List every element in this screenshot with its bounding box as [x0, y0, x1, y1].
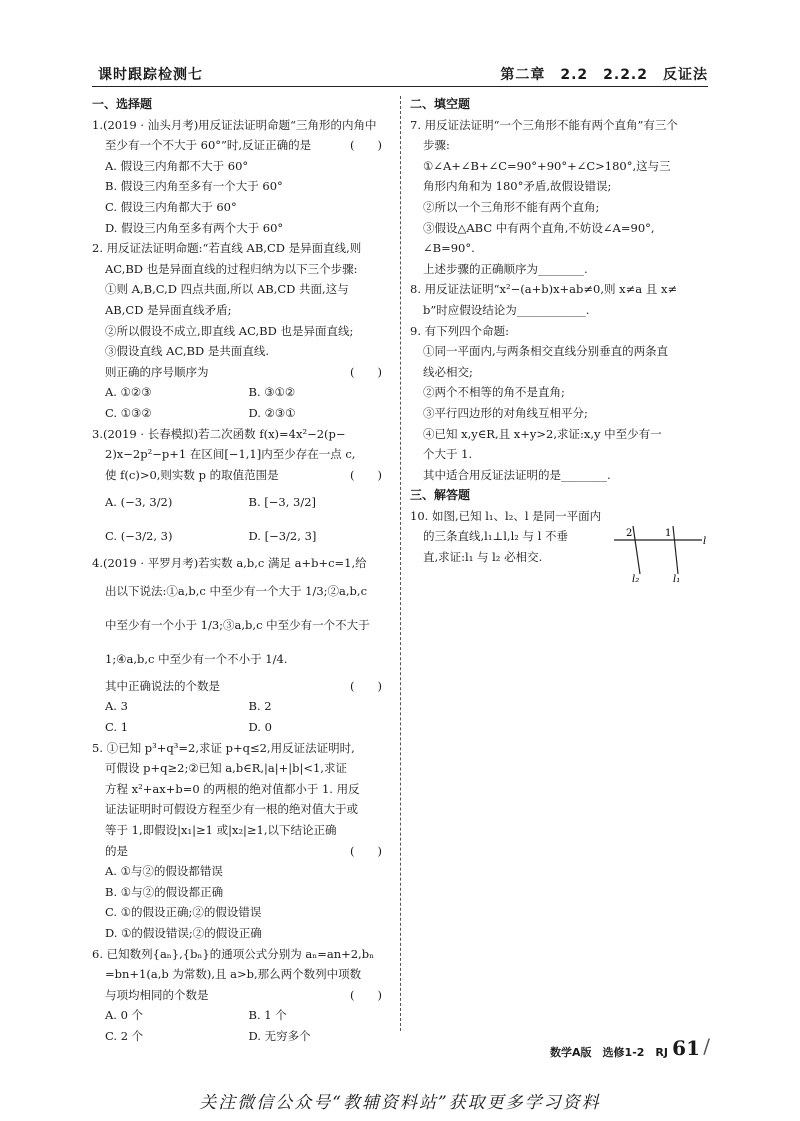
text-line: [92, 156, 392, 177]
line-text: 上述步骤的正确顺序为________.: [423, 261, 588, 276]
bottom-note: 关注微信公众号“教辅资料站”获取更多学习资料: [199, 1093, 601, 1113]
text-line: [92, 574, 392, 608]
text-line: [92, 608, 392, 642]
text-line: [92, 676, 392, 697]
line-text: ④已知 x,y∈R,且 x+y>2,求证:x,y 中至少有一: [423, 426, 662, 441]
header-right: 第二章 2.2 2.2.2 反证法: [500, 67, 708, 83]
text-line: [92, 300, 392, 321]
page-slash: /: [703, 1034, 710, 1058]
line-text: 个大于 1.: [423, 447, 473, 462]
page-number: 61: [672, 1036, 700, 1060]
line-text: 直,求证:l₁ 与 l₂ 必相交.: [423, 550, 543, 565]
text-line: [410, 279, 710, 300]
line-text: 等于 1,即假设|x₁|≥1 或|x₂|≥1,以下结论正确: [105, 823, 337, 838]
text-line: [92, 799, 392, 820]
text-line: [92, 279, 392, 300]
line-text: 8. 用反证法证明“x²−(a+b)x+ab≠0,则 x≠a 且 x≠: [410, 282, 678, 297]
line-text: 1.(2019 · 汕头月考)用反证法证明命题“三角形的内角中: [92, 117, 377, 132]
line-text: 与项均相同的个数是: [105, 987, 209, 1002]
option-a: A. 3: [105, 699, 128, 714]
text-line: [92, 362, 392, 383]
line-text: 5. ①已知 p³+q³=2,求证 p+q≤2,用反证法证明时,: [92, 740, 355, 755]
option-b: D. ②③①: [248, 405, 296, 420]
line-text: ∠B=90°.: [423, 241, 475, 256]
text-line: [410, 300, 710, 321]
line-text: D. ①的假设错误;②的假设正确: [105, 926, 262, 940]
text-line: [92, 779, 392, 800]
line-text: D. 假设三内角至多有两个大于 60°: [105, 220, 284, 235]
text-line: [410, 115, 710, 136]
option-b: D. [−3/2, 3]: [248, 529, 317, 544]
line-text: ①∠A+∠B+∠C=90°+90°+∠C>180°,这与三: [423, 158, 671, 173]
option-a: A. ①②③: [105, 385, 152, 400]
line-text: =bn+1(a,b 为常数),且 a>b,那么两个数列中项数: [105, 967, 362, 982]
line-text: 1;④a,b,c 中至少有一个不小于 1/4.: [105, 651, 288, 666]
text-line: [92, 820, 392, 841]
line-text: 10. 如图,已知 l₁、l₂、l 是同一平面内: [410, 508, 602, 523]
line-text: 9. 有下列四个命题:: [410, 323, 510, 338]
text-line: [410, 176, 710, 197]
option-b: D. 0: [248, 720, 272, 735]
label-l1: l₁: [673, 574, 681, 584]
text-line: [410, 218, 710, 239]
text-line: [410, 444, 710, 465]
option-a: C. (−3/2, 3): [105, 529, 173, 544]
header-rule: [92, 86, 708, 87]
line-text: 步骤:: [423, 138, 450, 153]
label-1: 1: [665, 528, 672, 539]
text-line: [410, 465, 710, 486]
option-a: C. 1: [105, 720, 129, 735]
text-line: [92, 642, 392, 676]
text-line: [92, 485, 392, 519]
line-text: 至少有一个不大于 60°”时,反证正确的是: [105, 138, 312, 153]
text-line: [92, 923, 392, 944]
line-text: 一、选择题: [92, 97, 153, 111]
answer-paren: ( ): [350, 467, 382, 482]
section-heading: [92, 94, 392, 115]
text-line: [410, 362, 710, 383]
line-text: 角形内角和为 180°矛盾,故假设错误;: [423, 179, 612, 194]
text-line: [92, 403, 392, 424]
text-line: [92, 259, 392, 280]
text-line: [92, 902, 392, 923]
text-line: [92, 197, 392, 218]
line-text: 7. 用反证法证明“一个三角形不能有两个直角”有三个: [410, 117, 678, 132]
line-text: 6. 已知数列{aₙ},{bₙ}的通项公式分别为 aₙ=an+2,bₙ: [92, 946, 375, 961]
column-divider: [400, 96, 401, 1031]
label-2: 2: [626, 528, 633, 539]
line-text: 其中适合用反证法证明的是________.: [423, 467, 611, 482]
line-text: 则正确的序号顺序为: [105, 364, 209, 379]
label-l2: l₂: [632, 574, 640, 584]
option-a: C. 2 个: [105, 1028, 144, 1043]
option-a: C. ①③②: [105, 405, 152, 420]
line-text: ③平行四边形的对角线互相平分;: [423, 405, 588, 420]
line-text: 线必相交;: [423, 364, 473, 379]
text-line: [92, 696, 392, 717]
line-text: 可假设 p+q≥2;②已知 a,b∈R,|a|+|b|<1,求证: [105, 761, 347, 776]
answer-paren: ( ): [350, 364, 382, 379]
text-line: [410, 238, 710, 259]
line-text: 方程 x²+ax+b=0 的两根的绝对值都小于 1. 用反: [105, 781, 360, 796]
option-b: B. ③①②: [248, 385, 296, 400]
answer-paren: ( ): [350, 678, 382, 693]
line-text: 二、填空题: [410, 97, 471, 111]
text-line: [92, 238, 392, 259]
answer-paren: ( ): [350, 987, 382, 1002]
line-l2: [633, 526, 640, 574]
text-line: [92, 176, 392, 197]
line-text: AB,CD 是异面直线矛盾;: [105, 302, 232, 317]
section-heading: [410, 94, 710, 115]
line-text: 其中正确说法的个数是: [105, 678, 220, 693]
line-text: C. 假设三内角都大于 60°: [105, 199, 237, 214]
line-text: 证法证明时可假设方程至少有一根的绝对值大于或: [105, 802, 358, 817]
text-line: [92, 841, 392, 862]
text-line: [92, 341, 392, 362]
line-text: B. ①与②的假设都正确: [105, 884, 224, 899]
text-line: [92, 519, 392, 553]
text-line: [410, 424, 710, 445]
header-left: 课时跟踪检测七: [98, 67, 203, 83]
line-text: ③假设直线 AC,BD 是共面直线.: [105, 344, 269, 359]
text-line: [410, 135, 710, 156]
line-text: ②所以一个三角形不能有两个直角;: [423, 199, 600, 214]
line-text: b”时应假设结论为____________.: [423, 302, 590, 317]
option-a: A. (−3, 3/2): [105, 495, 173, 510]
line-text: ①同一平面内,与两条相交直线分别垂直的两条直: [423, 344, 669, 359]
section-heading: [410, 485, 710, 506]
answer-paren: ( ): [350, 138, 382, 153]
text-line: [410, 341, 710, 362]
option-b: D. 无穷多个: [248, 1028, 311, 1043]
label-l: l: [703, 536, 707, 547]
text-line: [92, 115, 392, 136]
text-line: [92, 882, 392, 903]
text-line: [92, 321, 392, 342]
option-b: B. 1 个: [248, 1008, 287, 1023]
text-line: [92, 944, 392, 965]
text-line: [92, 738, 392, 759]
text-line: [92, 1026, 392, 1047]
line-text: ②所以假设不成立,即直线 AC,BD 也是异面直线;: [105, 323, 354, 338]
answer-paren: ( ): [350, 843, 382, 858]
line-text: 的三条直线,l₁⊥l,l₂ 与 l 不垂: [423, 529, 569, 544]
line-text: A. 假设三内角都不大于 60°: [105, 158, 249, 173]
text-line: [92, 985, 392, 1006]
text-line: [410, 197, 710, 218]
line-text: 使 f(c)>0,则实数 p 的取值范围是: [105, 467, 279, 482]
text-line: [92, 1005, 392, 1026]
right-column: [410, 94, 710, 568]
text-line: [410, 403, 710, 424]
line-text: 4.(2019 · 平罗月考)若实数 a,b,c 满足 a+b+c=1,给: [92, 556, 367, 571]
option-b: B. 2: [248, 699, 272, 714]
text-line: [410, 382, 710, 403]
text-line: [92, 382, 392, 403]
line-text: ①则 A,B,C,D 四点共面,所以 AB,CD 共面,这与: [105, 282, 349, 297]
line-text: C. ①的假设正确;②的假设错误: [105, 905, 262, 920]
text-line: [410, 259, 710, 280]
text-line: [92, 465, 392, 486]
text-line: [92, 553, 392, 574]
line-text: 2. 用反证法证明命题:“若直线 AB,CD 是异面直线,则: [92, 241, 362, 256]
text-line: [92, 717, 392, 738]
text-line: [92, 135, 392, 156]
line-text: 的是: [105, 843, 128, 858]
left-column: [92, 94, 392, 1047]
text-line: [92, 758, 392, 779]
line-text: ③假设△ABC 中有两个直角,不妨设∠A=90°,: [423, 220, 655, 235]
option-a: A. 0 个: [105, 1008, 144, 1023]
line-text: ②两个不相等的角不是直角;: [423, 385, 565, 400]
line-text: A. ①与②的假设都错误: [105, 864, 223, 879]
text-line: [92, 964, 392, 985]
line-l1: [673, 526, 678, 574]
line-text: 出以下说法:①a,b,c 中至少有一个大于 1/3;②a,b,c: [105, 583, 368, 598]
line-text: 2)x−2p²−p+1 在区间[−1,1]内至少存在一点 c,: [105, 447, 356, 462]
line-text: AC,BD 也是异面直线的过程归纳为以下三个步骤:: [105, 261, 358, 276]
text-line: [92, 424, 392, 445]
option-b: B. [−3, 3/2]: [248, 495, 317, 510]
text-line: [410, 321, 710, 342]
text-line: [92, 218, 392, 239]
line-text: 三、解答题: [410, 488, 471, 503]
lines-figure: [610, 522, 710, 584]
line-text: B. 假设三内角至多有一个大于 60°: [105, 179, 283, 194]
footer-book: 数学A版 选修1-2 RJ: [550, 1046, 668, 1059]
text-line: [92, 861, 392, 882]
text-line: [410, 156, 710, 177]
line-text: 3.(2019 · 长春模拟)若二次函数 f(x)=4x²−2(p−: [92, 426, 346, 441]
text-line: [92, 444, 392, 465]
line-text: 中至少有一个小于 1/3;③a,b,c 中至少有一个不大于: [105, 617, 370, 632]
